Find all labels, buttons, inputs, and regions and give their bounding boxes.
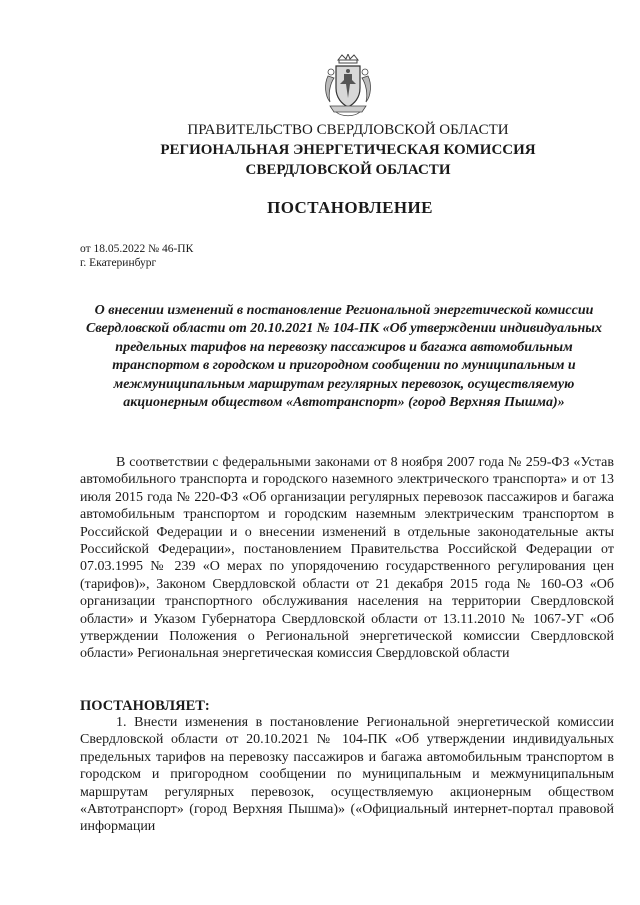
document-subject: О внесении изменений в постановление Региональной энергетической комиссии Свердловской области от 20.10.2021 № 104-ПК «Об утверждении индивидуальных предельных тарифов на перевозку пассажиров и багажа автомобильным транспортом в городском и пригородном сообщении по муниципальным и межмуниципальным маршрутам регулярных перевозок, осуществляемую акционерным обществом «Автотранспорт» (город Верхняя Пышма)» xyxy=(85,303,603,411)
document-body xyxy=(80,454,614,663)
document-type-title: ПОСТАНОВЛЕНИЕ xyxy=(267,198,433,217)
document-place: г. Екатеринбург xyxy=(80,257,157,269)
document-date-number: от 18.05.2022 № 46-ПК xyxy=(80,243,194,255)
coat-of-arms-icon xyxy=(322,54,374,118)
preamble-paragraph: В соответствии с федеральными законами от 8 ноября 2007 года № 259-ФЗ «Устав автомобильного транспорта и городского наземного электрического транспорта» и от 13 июля 2015 года № 220-ФЗ «Об организации регулярных перевозок пассажиров и багажа автомобильным транспортом и городским наземным электрическим транспортом в Российской Федерации и о внесении изменений в отдельные законодательные акты Российской Федерации», постановлением Правительства Российской Федерации от 07.03.1995 № 239 «О мерах по упорядочению государственного регулирования цен (тарифов)», Законом Свердловской области от 21 декабря 2015 года № 160-ОЗ «Об организации транспортного обслуживания населения на территории Свердловской области» и Указом Губернатора Свердловской области от 13.11.2010 № 1067-УГ «Об утверждении Положения о Региональной энергетической комиссии Свердловской области» Региональная энергетическая комиссия Свердловской области xyxy=(80,455,614,662)
decree-point-1: 1. Внести изменения в постановление Региональной энергетической комиссии Свердловской области от 20.10.2021 № 104-ПК «Об утверждении индивидуальных предельных тарифов на перевозку пассажиров и багажа автомобильным транспортом в городском и пригородном сообщении по муниципальным и межмуниципальным маршрутам регулярных перевозок, осуществляемую акционерным обществом «Автотранспорт» (город Верхняя Пышма)» («Официальный интернет-портал правовой информации xyxy=(80,715,614,835)
commission-name: РЕГИОНАЛЬНАЯ ЭНЕРГЕТИЧЕСКАЯ КОМИССИЯ xyxy=(160,142,536,158)
commission-region: СВЕРДЛОВСКОЙ ОБЛАСТИ xyxy=(245,162,451,178)
government-name: ПРАВИТЕЛЬСТВО СВЕРДЛОВСКОЙ ОБЛАСТИ xyxy=(187,122,509,138)
decree-heading: ПОСТАНОВЛЯЕТ: xyxy=(80,698,210,714)
